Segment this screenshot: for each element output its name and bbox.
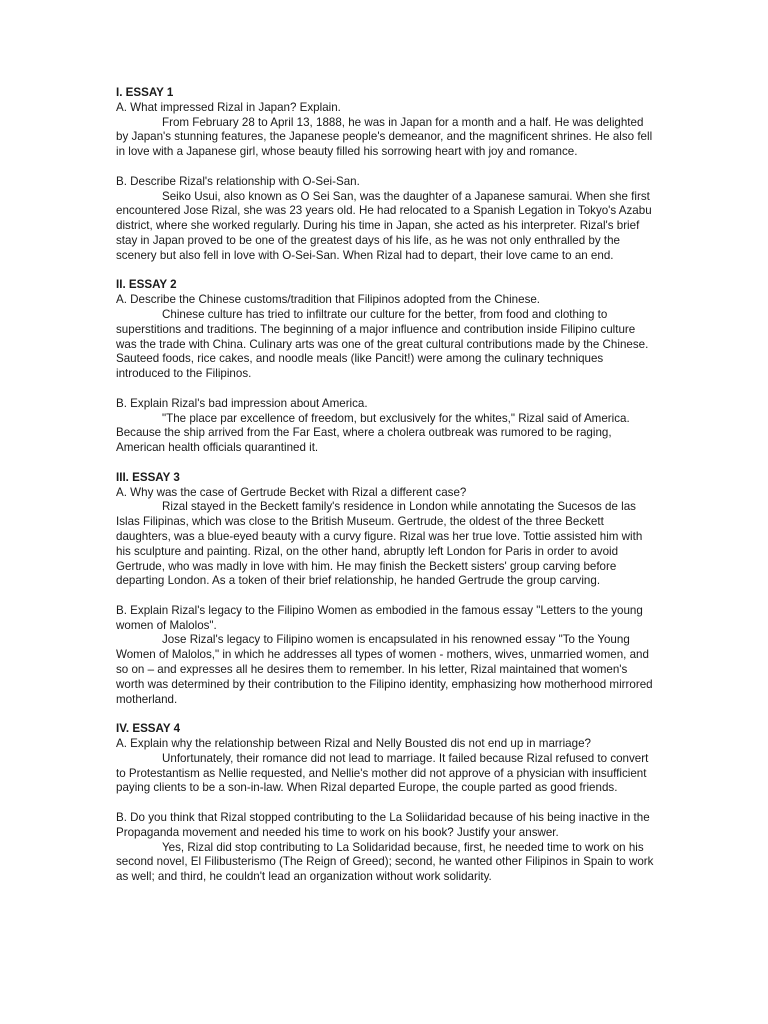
- question-text: A. Why was the case of Gertrude Becket with Rizal a different case?: [116, 485, 467, 499]
- question-block: [116, 175, 656, 264]
- answer-text: Yes, Rizal did stop contributing to La Solidaridad because, first, he needed time to work on his second novel, El Filibusterismo (The Reign of Greed); second, he wanted other Filipinos in Spain to work as well; and third, he couldn't lead an organization without work solidarity.: [116, 840, 654, 884]
- question-block: [116, 397, 656, 456]
- question-text: B. Explain Rizal's bad impression about America.: [116, 396, 368, 410]
- question-block: [116, 811, 656, 885]
- section-heading: I. ESSAY 1: [116, 86, 174, 99]
- question-text: B. Do you think that Rizal stopped contributing to the La Soliidaridad because of his being inactive in the Propaganda movement and needed his time to work on his book? Justify your answer.: [116, 811, 650, 839]
- question-text: A. Explain why the relationship between Rizal and Nelly Bousted dis not end up in marriage?: [116, 737, 591, 751]
- answer-text: Seiko Usui, also known as O Sei San, was the daughter of a Japanese samurai. When she first encountered Jose Rizal, she was 23 years old. He had relocated to a Spanish Legation in Tokyo's Azabu district, where she worked regularly. During his time in Japan, she acted as his interpreter. Rizal's brief stay in Japan proved to be one of the greatest days of his life, as he was not only enthralled by the scenery but also fell in love with O-Sei-San. When Rizal had to depart, their love came to an end.: [116, 189, 652, 262]
- answer-text: Chinese culture has tried to infiltrate our culture for the better, from food and clothing to superstitions and traditions. The beginning of a major influence and contribution inside Filipino culture was the trade with China. Culinary arts was one of the great cultural contributions made by the Chinese. Sauteed foods, rice cakes, and noodle meals (like Pancit!) were among the culinary techniques introduced to the Filipinos.: [116, 307, 649, 381]
- answer-text: "The place par excellence of freedom, but exclusively for the whites," Rizal said of America. Because the ship arrived from the Far East, where a cholera outbreak was rumored to be raging, American health officials quarantined it.: [116, 411, 630, 455]
- question-block: [116, 101, 656, 160]
- essay-section-4: [116, 722, 656, 885]
- question-block: [116, 293, 656, 382]
- document-page: [116, 86, 656, 900]
- answer-text: From February 28 to April 13, 1888, he was in Japan for a month and a half. He was delighted by Japan's stunning features, the Japanese people's demeanor, and the magnificent shrines. He also fell in love with a Japanese girl, whose beauty filled his sorrowing heart with joy and romance.: [116, 115, 653, 159]
- question-block: [116, 737, 656, 796]
- question-block: [116, 604, 656, 708]
- essay-section-1: [116, 86, 656, 264]
- answer-text: Jose Rizal's legacy to Filipino women is encapsulated in his renowned essay "To the Young Women of Malolos," in which he addresses all types of women - mothers, wives, unmarried women, and so on – and expresses all he desires them to remember. In his letter, Rizal maintained that women's worth was determined by their contribution to the Filipino identity, emphasizing how motherhood mirrored motherland.: [116, 633, 653, 706]
- section-heading: III. ESSAY 3: [116, 470, 180, 484]
- question-text: A. Describe the Chinese customs/tradition that Filipinos adopted from the Chinese.: [116, 293, 541, 307]
- question-text: A. What impressed Rizal in Japan? Explain.: [116, 100, 341, 114]
- answer-text: Rizal stayed in the Beckett family's residence in London while annotating the Sucesos de las Islas Filipinas, which was close to the British Museum. Gertrude, the oldest of the three Beckett daughters, was a blue-eyed beauty with a curvy figure. Rizal was her true love. Tottie assisted him with his sculpture and painting. Rizal, on the other hand, abruptly left London for Paris in order to avoid Gertrude, who was madly in love with him. He may finish the Beckett sisters' group carving before departing London. As a token of their brief relationship, he handed Gertrude the group carving.: [116, 500, 643, 588]
- answer-text: Unfortunately, their romance did not lead to marriage. It failed because Rizal refused to convert to Protestantism as Nellie requested, and Nellie's mother did not approve of a physician with insufficient paying clients to be a son-in-law. When Rizal departed Europe, the couple parted as good friends.: [116, 751, 649, 795]
- essay-section-3: [116, 471, 656, 708]
- question-text: B. Explain Rizal's legacy to the Filipino Women as embodied in the famous essay "Letters to the young women of Malolos".: [116, 603, 643, 632]
- question-text: B. Describe Rizal's relationship with O-Sei-San.: [116, 174, 360, 188]
- section-heading: II. ESSAY 2: [116, 278, 177, 292]
- essay-section-2: [116, 278, 656, 456]
- section-heading: IV. ESSAY 4: [116, 722, 181, 736]
- question-block: [116, 486, 656, 590]
